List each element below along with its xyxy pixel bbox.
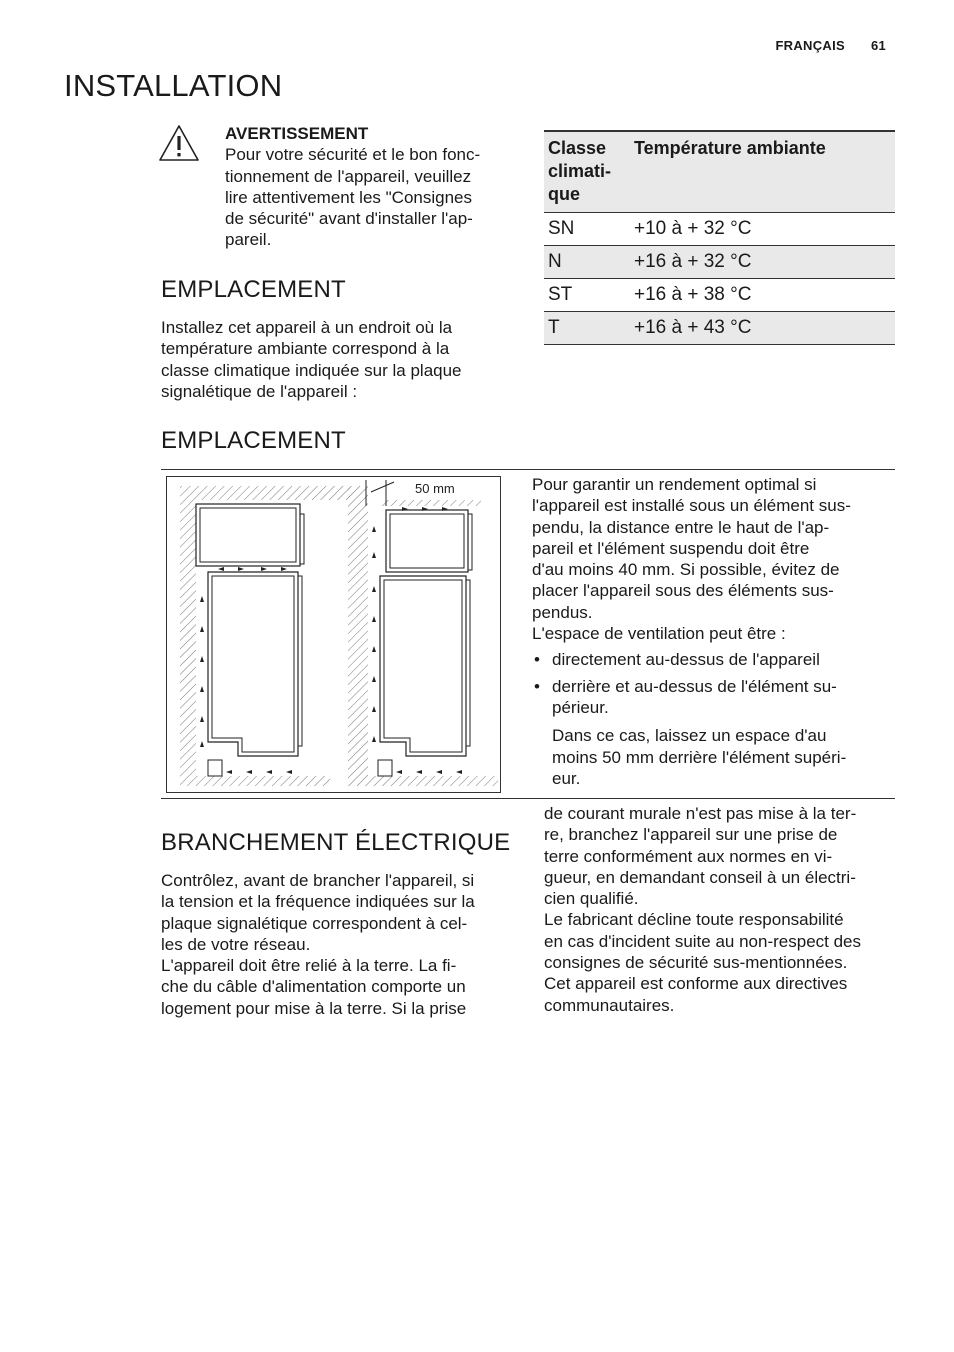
list-item-line: • directement au-dessus de l'appareil [552,650,820,670]
warning-title: AVERTISSEMENT [225,124,369,143]
dimension-label: 50 mm [415,481,455,496]
paragraph-line: d'au moins 40 mm. Si possible, évitez de [532,560,840,580]
section-heading-emplacement: EMPLACEMENT [161,276,346,303]
paragraph-line: communautaires. [544,995,675,1015]
list-item-line: périeur. [552,697,609,717]
cell-temperature: +16 à + 32 °C [630,246,895,279]
section3-left-paragraph [161,870,523,1019]
table-row [544,213,895,246]
cell-class: N [544,246,630,279]
note-line: moins 50 mm derrière l'élément supéri- [552,747,847,767]
climate-class-table [544,130,895,345]
cell-class: SN [544,213,630,246]
divider [161,798,895,799]
warning-line: de sécurité" avant d'installer l'ap- [225,209,473,229]
paragraph-line: Installez cet appareil à un endroit où la [161,318,453,337]
list-item [532,649,894,670]
page-number: 61 [870,38,886,53]
cell-temperature: +10 à + 32 °C [630,213,895,246]
paragraph-line: pendus. [532,602,593,622]
header-line: Classe [548,138,607,158]
paragraph-line: classe climatique indiquée sur la plaque [161,360,462,380]
cell-temperature: +16 à + 38 °C [630,279,895,312]
warning-block [225,123,520,251]
paragraph-line: cien qualifié. [544,889,639,909]
section3-right-paragraph [544,803,906,1016]
paragraph-line: gueur, en demandant conseil à un électri- [544,867,856,887]
paragraph-line: signalétique de l'appareil : [161,381,358,401]
list-item [532,676,894,719]
paragraph-line: en cas d'incident suite au non-respect des [544,931,861,951]
paragraph-line: température ambiante correspond à la [161,339,450,359]
table-row [544,279,895,312]
paragraph-line: Le fabricant décline toute responsabilité [544,910,844,930]
divider [161,469,895,470]
page-title: INSTALLATION [64,68,283,103]
header-line: Température ambiante [634,138,826,158]
warning-line: Pour votre sécurité et le bon fonc- [225,145,481,165]
header-line: que [548,184,581,204]
section1-paragraph [161,317,521,402]
ventilation-list [532,649,894,718]
language-label: FRANÇAIS [775,38,846,53]
paragraph-line: la tension et la fréquence indiquées sur la [161,892,475,912]
cell-class: ST [544,279,630,312]
section-heading-electrical: BRANCHEMENT ÉLECTRIQUE [161,829,511,856]
page-header [753,38,886,53]
note-line: eur. [552,768,581,788]
header-climate-class [544,131,630,213]
warning-line: pareil. [225,230,272,250]
paragraph-line: logement pour mise à la terre. Si la prise [161,998,467,1018]
paragraph-line: les de votre réseau. [161,934,311,954]
cell-class: T [544,312,630,345]
cell-temperature: +16 à + 43 °C [630,312,895,345]
warning-line: lire attentivement les "Consignes [225,187,472,207]
warning-line: tionnement de l'appareil, veuillez [225,166,472,186]
table-header-row [544,131,895,213]
paragraph-line: terre conformément aux normes en vi- [544,846,833,866]
paragraph-line: plaque signalétique correspondent à cel- [161,913,468,933]
paragraph-line: che du câble d'alimentation comporte un [161,977,466,997]
note-paragraph [532,725,894,789]
paragraph-line: pendu, la distance entre le haut de l'ap- [532,517,830,537]
header-line: climati- [548,161,612,181]
section2-paragraph [532,474,894,789]
paragraph-line: placer l'appareil sous des éléments sus- [532,581,834,601]
header-ambient-temperature [630,131,895,213]
paragraph-line: re, branchez l'appareil sur une prise de [544,825,838,845]
section-heading-emplacement-2: EMPLACEMENT [161,427,346,454]
paragraph-line: consignes de sécurité sus-mentionnées. [544,953,848,973]
paragraph-line: pareil et l'élément suspendu doit être [532,538,810,558]
list-item-line: • derrière et au-dessus de l'élément su- [552,676,837,696]
paragraph-line: Cet appareil est conforme aux directives [544,974,848,994]
table-row [544,312,895,345]
paragraph-line: Contrôlez, avant de brancher l'appareil, si [161,871,475,890]
paragraph-line: l'appareil est installé sous un élément sus- [532,496,851,516]
ventilation-diagram [166,476,501,793]
paragraph-line: L'espace de ventilation peut être : [532,624,786,644]
warning-triangle-icon [158,124,200,162]
paragraph-line: L'appareil doit être relié à la terre. La fi- [161,956,457,976]
note-line: Dans ce cas, laissez un espace d'au [552,726,827,746]
table-row [544,246,895,279]
paragraph-line: de courant murale n'est pas mise à la ter- [544,804,857,823]
paragraph-line: Pour garantir un rendement optimal si [532,475,817,494]
